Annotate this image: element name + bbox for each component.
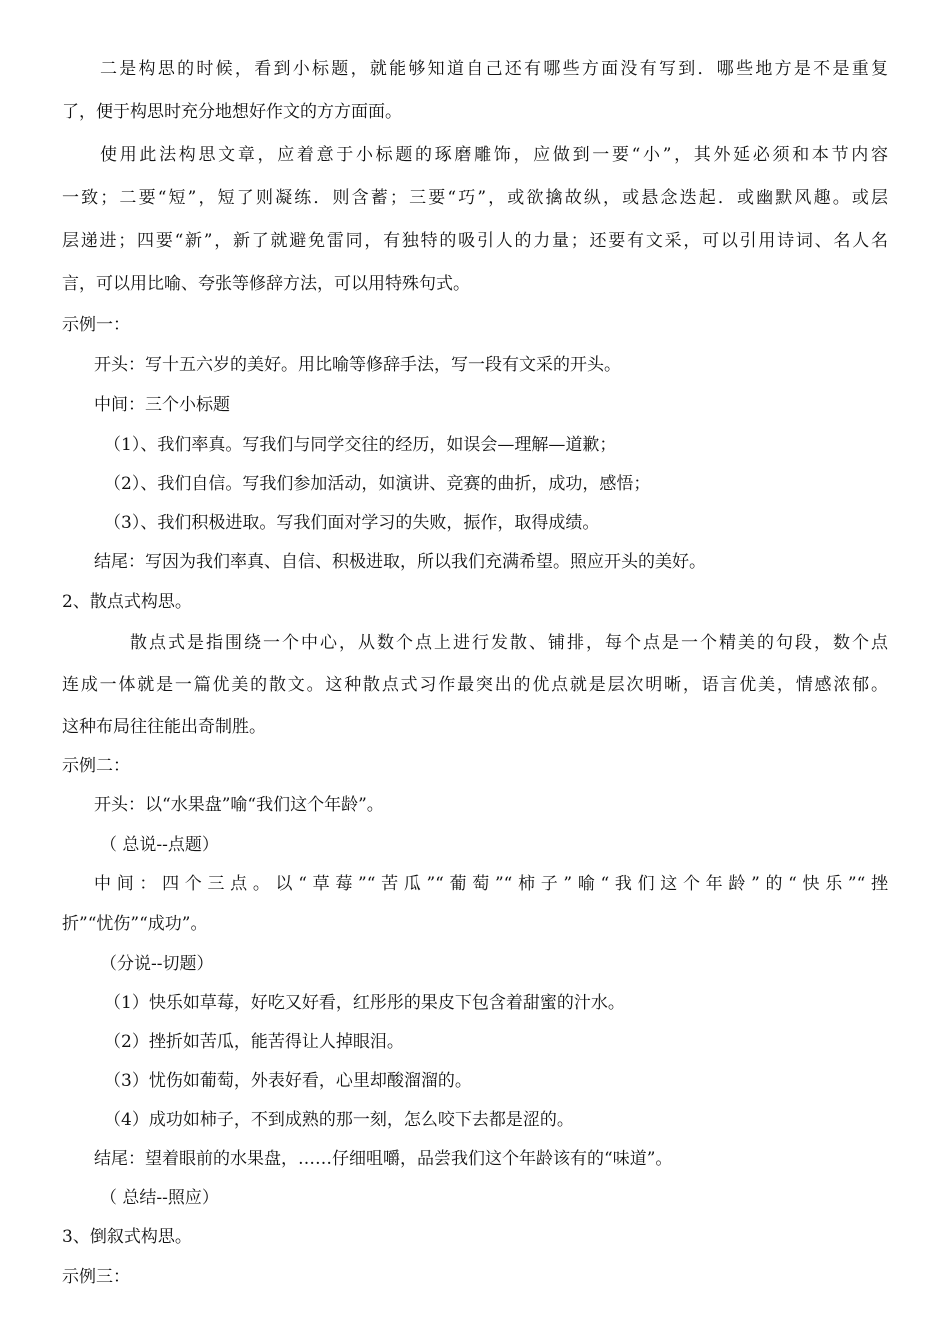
paragraph-line: 连成一体就是一篇优美的散文。这种散点式习作最突出的优点就是层次明晰，语言优美，情感浓郁。 bbox=[62, 675, 888, 695]
list-item: （3）、我们积极进取。写我们面对学习的失败，振作，取得成绩。 bbox=[104, 513, 600, 533]
paragraph-line: 二是构思的时候，看到小标题，就能够知道自己还有哪些方面没有写到．哪些地方是不是重复 bbox=[100, 59, 888, 79]
example-opening: 开头：以“水果盘”喻“我们这个年龄”。 bbox=[94, 795, 384, 815]
annotation-note: （ 总结--照应） bbox=[100, 1188, 219, 1208]
example-heading: 示例一： bbox=[62, 315, 130, 335]
paragraph-line: 折”“忧伤”“成功”。 bbox=[62, 914, 208, 934]
list-item: （3）忧伤如葡萄，外表好看，心里却酸溜溜的。 bbox=[104, 1071, 472, 1091]
paragraph-line: 使用此法构思文章，应着意于小标题的琢磨雕饰，应做到一要“小”，其外延必须和本节内容 bbox=[100, 145, 888, 165]
example-opening: 开头：写十五六岁的美好。用比喻等修辞手法，写一段有文采的开头。 bbox=[94, 355, 621, 375]
paragraph-line: 言，可以用比喻、夸张等修辞方法，可以用特殊句式。 bbox=[62, 274, 470, 294]
example-middle: 中间：四个三点。以“草莓”“苦瓜”“葡萄”“柿子”喻“我们这个年龄”的“快乐”“挫 bbox=[94, 874, 888, 894]
section-heading: 2、散点式构思。 bbox=[62, 592, 192, 612]
example-ending: 结尾：写因为我们率真、自信、积极进取，所以我们充满希望。照应开头的美好。 bbox=[94, 552, 706, 572]
list-item: （2）、我们自信。写我们参加活动，如演讲、竞赛的曲折，成功，感悟； bbox=[104, 474, 651, 494]
paragraph-line: 一致；二要“短”，短了则凝练．则含蓄；三要“巧”，或欲擒故纵，或悬念迭起．或幽默风趣。或层 bbox=[62, 188, 888, 208]
paragraph-line: 散点式是指围绕一个中心，从数个点上进行发散、铺排，每个点是一个精美的句段，数个点 bbox=[130, 633, 888, 653]
example-ending: 结尾：望着眼前的水果盘，……仔细咀嚼，品尝我们这个年龄该有的“味道”。 bbox=[94, 1149, 673, 1169]
annotation-note: （分说--切题） bbox=[100, 954, 214, 974]
paragraph-line: 了，便于构思时充分地想好作文的方方面面。 bbox=[62, 102, 402, 122]
paragraph-line: 层递进；四要“新”，新了就避免雷同，有独特的吸引人的力量；还要有文采，可以引用诗词、名人名 bbox=[62, 231, 888, 251]
section-heading: 3、倒叙式构思。 bbox=[62, 1227, 192, 1247]
example-middle: 中间：三个小标题 bbox=[94, 395, 230, 415]
paragraph-line: 这种布局往往能出奇制胜。 bbox=[62, 717, 266, 737]
example-heading: 示例三： bbox=[62, 1267, 130, 1287]
list-item: （1）、我们率真。写我们与同学交往的经历，如误会—理解—道歉； bbox=[104, 435, 617, 455]
list-item: （2）挫折如苦瓜，能苦得让人掉眼泪。 bbox=[104, 1032, 404, 1052]
annotation-note: （ 总说--点题） bbox=[100, 835, 219, 855]
example-heading: 示例二： bbox=[62, 756, 130, 776]
list-item: （1）快乐如草莓，好吃又好看，红彤彤的果皮下包含着甜蜜的汁水。 bbox=[104, 993, 625, 1013]
list-item: （4）成功如柿子，不到成熟的那一刻，怎么咬下去都是涩的。 bbox=[104, 1110, 574, 1130]
